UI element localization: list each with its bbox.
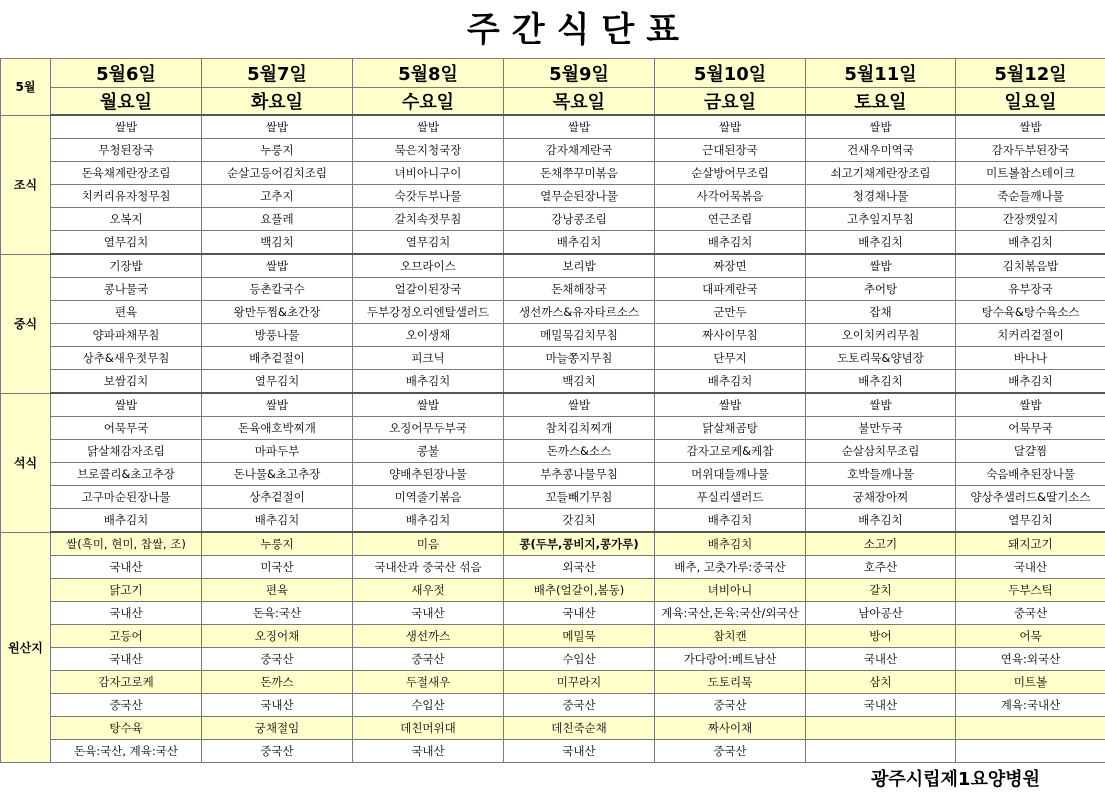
- origin-item: 쌀(흑미, 현미, 찹쌀, 조): [51, 532, 202, 556]
- menu-item: 배추겉절이: [202, 347, 353, 370]
- menu-item: 단무지: [655, 347, 806, 370]
- origin-label: 원산지: [1, 532, 51, 763]
- menu-row: [1, 278, 1105, 301]
- menu-item: 상추&새우젓무침: [51, 347, 202, 370]
- menu-item: 돈육애호박찌개: [202, 417, 353, 440]
- origin-item: 국내산: [51, 556, 202, 579]
- menu-item: 쌀밥: [504, 393, 655, 417]
- origin-item: 배추김치: [655, 532, 806, 556]
- origin-row: [1, 717, 1105, 740]
- menu-item: 갈치속젓무침: [353, 208, 504, 231]
- origin-item: 메밀묵: [504, 625, 655, 648]
- menu-item: 달걀찜: [956, 440, 1105, 463]
- menu-item: 쌀밥: [51, 115, 202, 139]
- menu-item: 어묵무국: [956, 417, 1105, 440]
- origin-item: 고등어: [51, 625, 202, 648]
- menu-item: 돈채쭈꾸미볶음: [504, 162, 655, 185]
- origin-item: 갈치: [806, 579, 956, 602]
- menu-item: 참치김치찌개: [504, 417, 655, 440]
- menu-item: 쌀밥: [504, 115, 655, 139]
- date-header: 5월9일: [504, 59, 655, 88]
- menu-item: 브로콜리&초고추장: [51, 463, 202, 486]
- menu-item: 쌀밥: [202, 115, 353, 139]
- origin-item: 중국산: [202, 740, 353, 763]
- menu-item: 콩나물국: [51, 278, 202, 301]
- origin-item: 짜사이채: [655, 717, 806, 740]
- menu-item: 쌀밥: [353, 393, 504, 417]
- sheet-title: 주간식단표: [466, 10, 692, 50]
- origin-item: 중국산: [655, 740, 806, 763]
- origin-item: 중국산: [353, 648, 504, 671]
- origin-item: 국내산: [956, 556, 1105, 579]
- origin-item: [956, 740, 1105, 763]
- menu-item: 감자채계란국: [504, 139, 655, 162]
- menu-item: 고구마순된장나물: [51, 486, 202, 509]
- menu-row: [1, 393, 1105, 417]
- origin-row: [1, 648, 1105, 671]
- menu-item: 콩불: [353, 440, 504, 463]
- origin-item: 돈육:국산: [202, 602, 353, 625]
- menu-row: [1, 509, 1105, 533]
- menu-item: 치커리유자청무침: [51, 185, 202, 208]
- menu-item: 쌀밥: [202, 254, 353, 278]
- menu-row: [1, 440, 1105, 463]
- menu-item: 쌀밥: [353, 115, 504, 139]
- menu-item: 대파계란국: [655, 278, 806, 301]
- menu-item: 배추김치: [51, 509, 202, 533]
- menu-item: 열무김치: [202, 370, 353, 394]
- origin-item: 새우젓: [353, 579, 504, 602]
- menu-item: 배추김치: [655, 509, 806, 533]
- origin-row: [1, 694, 1105, 717]
- menu-row: [1, 115, 1105, 139]
- hospital-name: 광주시립제1요양병원: [870, 769, 1040, 790]
- meal-label: 조식: [1, 115, 51, 254]
- menu-item: 유부장국: [956, 278, 1105, 301]
- menu-item: 닭살채감자조림: [51, 440, 202, 463]
- menu-item: 근대된장국: [655, 139, 806, 162]
- menu-item: 편육: [51, 301, 202, 324]
- weekday-header: 월요일: [51, 88, 202, 116]
- origin-item: 오징어채: [202, 625, 353, 648]
- origin-item: 누룽지: [202, 532, 353, 556]
- origin-item: 삼치: [806, 671, 956, 694]
- menu-item: 배추김치: [655, 370, 806, 394]
- origin-item: 국내산: [202, 694, 353, 717]
- origin-item: 국내산: [504, 740, 655, 763]
- origin-row: [1, 625, 1105, 648]
- origin-row: [1, 671, 1105, 694]
- menu-item: 숙갓두부나물: [353, 185, 504, 208]
- menu-item: 등촌칼국수: [202, 278, 353, 301]
- menu-row: [1, 347, 1105, 370]
- menu-item: 오징어무두부국: [353, 417, 504, 440]
- origin-item: 녀비아니: [655, 579, 806, 602]
- date-header: 5월12일: [956, 59, 1105, 88]
- menu-item: 상추겉절이: [202, 486, 353, 509]
- menu-row: [1, 417, 1105, 440]
- menu-item: 순살방어무조림: [655, 162, 806, 185]
- origin-item: 국내산: [504, 602, 655, 625]
- menu-item: 오이생채: [353, 324, 504, 347]
- origin-item: 외국산: [504, 556, 655, 579]
- origin-item: 가다랑어:베트남산: [655, 648, 806, 671]
- menu-item: 열무김치: [353, 231, 504, 255]
- origin-item: 국내산: [353, 740, 504, 763]
- origin-item: 미꾸라지: [504, 671, 655, 694]
- menu-row: [1, 463, 1105, 486]
- date-header: 5월8일: [353, 59, 504, 88]
- menu-item: 치커리겉절이: [956, 324, 1105, 347]
- date-header: 5월6일: [51, 59, 202, 88]
- menu-row: [1, 301, 1105, 324]
- menu-item: 묵은지청국장: [353, 139, 504, 162]
- weekday-header: 목요일: [504, 88, 655, 116]
- menu-item: 닭살채곰탕: [655, 417, 806, 440]
- menu-item: 배추김치: [956, 231, 1105, 255]
- weekday-header: 수요일: [353, 88, 504, 116]
- menu-item: 쌀밥: [655, 115, 806, 139]
- menu-row: [1, 139, 1105, 162]
- menu-item: 바나나: [956, 347, 1105, 370]
- menu-item: 강낭콩조림: [504, 208, 655, 231]
- weekday-header: 일요일: [956, 88, 1105, 116]
- menu-item: 궁채장아찌: [806, 486, 956, 509]
- menu-item: 돈육채계란장조림: [51, 162, 202, 185]
- origin-item: 탕수육: [51, 717, 202, 740]
- menu-item: 방풍나물: [202, 324, 353, 347]
- menu-item: 청경채나물: [806, 185, 956, 208]
- menu-item: 배추김치: [655, 231, 806, 255]
- menu-item: 갓김치: [504, 509, 655, 533]
- weekday-header: 화요일: [202, 88, 353, 116]
- menu-item: 잡채: [806, 301, 956, 324]
- menu-item: 오복지: [51, 208, 202, 231]
- menu-item: 부추콩나물무침: [504, 463, 655, 486]
- origin-item: 수입산: [353, 694, 504, 717]
- menu-row: [1, 208, 1105, 231]
- menu-item: 배추김치: [353, 509, 504, 533]
- menu-item: 추어탕: [806, 278, 956, 301]
- menu-item: 순살고등어김치조림: [202, 162, 353, 185]
- menu-item: 건새우미역국: [806, 139, 956, 162]
- menu-item: 보쌈김치: [51, 370, 202, 394]
- menu-item: 쌀밥: [956, 115, 1105, 139]
- origin-item: 국내산: [51, 602, 202, 625]
- origin-item: 두부스틱: [956, 579, 1105, 602]
- menu-item: 배추김치: [504, 231, 655, 255]
- menu-item: 열무김치: [51, 231, 202, 255]
- menu-item: 기장밥: [51, 254, 202, 278]
- origin-item: 국내산과 중국산 섞음: [353, 556, 504, 579]
- origin-item: [806, 740, 956, 763]
- menu-item: 김치볶음밥: [956, 254, 1105, 278]
- origin-item: 돈까스: [202, 671, 353, 694]
- origin-item: 호주산: [806, 556, 956, 579]
- menu-item: 쌀밥: [655, 393, 806, 417]
- menu-item: 호박들깨나물: [806, 463, 956, 486]
- menu-item: 머위대들깨나물: [655, 463, 806, 486]
- origin-item: 중국산: [202, 648, 353, 671]
- menu-item: 열무김치: [956, 509, 1105, 533]
- menu-row: [1, 254, 1105, 278]
- menu-item: 간장깻잎지: [956, 208, 1105, 231]
- menu-item: 쌀밥: [806, 254, 956, 278]
- menu-item: 사각어묵볶음: [655, 185, 806, 208]
- menu-item: 배추김치: [806, 231, 956, 255]
- menu-item: 요플레: [202, 208, 353, 231]
- origin-item: 국내산: [806, 694, 956, 717]
- menu-item: 죽순들깨나물: [956, 185, 1105, 208]
- origin-item: 방어: [806, 625, 956, 648]
- menu-item: 연근조림: [655, 208, 806, 231]
- menu-item: 미역줄기볶음: [353, 486, 504, 509]
- menu-item: 쌀밥: [806, 115, 956, 139]
- origin-row: [1, 556, 1105, 579]
- origin-item: 어묵: [956, 625, 1105, 648]
- origin-item: 미국산: [202, 556, 353, 579]
- menu-item: 미트볼참스테이크: [956, 162, 1105, 185]
- origin-item: 감자고로케: [51, 671, 202, 694]
- origin-item: 미음: [353, 532, 504, 556]
- origin-row: [1, 602, 1105, 625]
- menu-row: [1, 370, 1105, 394]
- origin-row: [1, 740, 1105, 763]
- menu-item: 고추지: [202, 185, 353, 208]
- weekday-header: 토요일: [806, 88, 956, 116]
- menu-item: 군만두: [655, 301, 806, 324]
- menu-item: 감자고로케&케찹: [655, 440, 806, 463]
- origin-item: [806, 717, 956, 740]
- origin-item: 수입산: [504, 648, 655, 671]
- origin-row: [1, 532, 1105, 556]
- menu-row: [1, 486, 1105, 509]
- menu-item: 양상추샐러드&딸기소스: [956, 486, 1105, 509]
- origin-item: 편육: [202, 579, 353, 602]
- menu-row: [1, 162, 1105, 185]
- origin-item: 국내산: [51, 648, 202, 671]
- menu-item: 오이치커리무침: [806, 324, 956, 347]
- menu-item: 고추잎지무침: [806, 208, 956, 231]
- menu-item: 어묵무국: [51, 417, 202, 440]
- menu-item: 꼬들빼기무침: [504, 486, 655, 509]
- origin-item: 미트볼: [956, 671, 1105, 694]
- menu-item: 돈나물&초고추장: [202, 463, 353, 486]
- menu-item: 백김치: [504, 370, 655, 394]
- weekly-menu-table: [0, 58, 1105, 763]
- menu-item: 탕수육&탕수육소스: [956, 301, 1105, 324]
- origin-item: 참치캔: [655, 625, 806, 648]
- menu-item: 메밀묵김치무침: [504, 324, 655, 347]
- menu-row: [1, 231, 1105, 255]
- origin-row: [1, 579, 1105, 602]
- origin-item: 중국산: [504, 694, 655, 717]
- date-header: 5월10일: [655, 59, 806, 88]
- meal-label: 중식: [1, 254, 51, 393]
- menu-item: 배추김치: [202, 509, 353, 533]
- origin-item: 닭고기: [51, 579, 202, 602]
- menu-item: 무청된장국: [51, 139, 202, 162]
- origin-item: 생선까스: [353, 625, 504, 648]
- menu-item: 짜사이무침: [655, 324, 806, 347]
- menu-item: 쌀밥: [202, 393, 353, 417]
- origin-item: 돼지고기: [956, 532, 1105, 556]
- menu-row: [1, 185, 1105, 208]
- menu-item: 불만두국: [806, 417, 956, 440]
- menu-item: 피크닉: [353, 347, 504, 370]
- origin-item: 남아공산: [806, 602, 956, 625]
- origin-item: 국내산: [353, 602, 504, 625]
- menu-item: 배추김치: [956, 370, 1105, 394]
- origin-item: [956, 717, 1105, 740]
- origin-item: 소고기: [806, 532, 956, 556]
- month-label: 5월: [1, 59, 51, 116]
- menu-item: 생선까스&유자타르소스: [504, 301, 655, 324]
- menu-item: 열무순된장나물: [504, 185, 655, 208]
- origin-item: 국내산: [806, 648, 956, 671]
- menu-item: 돈채해장국: [504, 278, 655, 301]
- date-header: 5월11일: [806, 59, 956, 88]
- origin-item: 연육:외국산: [956, 648, 1105, 671]
- origin-item: 도토리묵: [655, 671, 806, 694]
- menu-item: 양파파채무침: [51, 324, 202, 347]
- menu-item: 쌀밥: [956, 393, 1105, 417]
- origin-item: 데친죽순채: [504, 717, 655, 740]
- menu-item: 얼갈이된장국: [353, 278, 504, 301]
- menu-item: 돈까스&소스: [504, 440, 655, 463]
- weekday-header: 금요일: [655, 88, 806, 116]
- origin-item: 중국산: [655, 694, 806, 717]
- origin-item: 중국산: [956, 602, 1105, 625]
- menu-item: 푸실리샐러드: [655, 486, 806, 509]
- menu-item: 쇠고기채계란장조림: [806, 162, 956, 185]
- menu-item: 백김치: [202, 231, 353, 255]
- menu-item: 오므라이스: [353, 254, 504, 278]
- menu-row: [1, 324, 1105, 347]
- origin-item: 계육:국산,돈육:국산/외국산: [655, 602, 806, 625]
- origin-item: 중국산: [51, 694, 202, 717]
- menu-item: 배추김치: [353, 370, 504, 394]
- menu-item: 배추김치: [806, 370, 956, 394]
- menu-item: 누룽지: [202, 139, 353, 162]
- meal-label: 석식: [1, 393, 51, 532]
- menu-item: 짜장면: [655, 254, 806, 278]
- menu-item: 두부강정오리엔탈샐러드: [353, 301, 504, 324]
- origin-item: 두절새우: [353, 671, 504, 694]
- menu-item: 양배추된장나물: [353, 463, 504, 486]
- menu-item: 마늘쫑지무침: [504, 347, 655, 370]
- menu-item: 녀비아니구이: [353, 162, 504, 185]
- date-header: 5월7일: [202, 59, 353, 88]
- menu-item: 감자두부된장국: [956, 139, 1105, 162]
- origin-item: 계육:국내산: [956, 694, 1105, 717]
- menu-item: 보리밥: [504, 254, 655, 278]
- origin-item: 궁채절임: [202, 717, 353, 740]
- origin-item: 배추, 고춧가루:중국산: [655, 556, 806, 579]
- menu-item: 왕만두찜&초간장: [202, 301, 353, 324]
- menu-item: 쌀밥: [51, 393, 202, 417]
- menu-item: 순살삼치무조림: [806, 440, 956, 463]
- origin-item: 배추(얼갈이,봄동): [504, 579, 655, 602]
- origin-item: 데친머위대: [353, 717, 504, 740]
- menu-item: 쌀밥: [806, 393, 956, 417]
- origin-item: 돈육:국산, 계육:국산: [51, 740, 202, 763]
- menu-item: 도토리묵&양념장: [806, 347, 956, 370]
- menu-item: 배추김치: [806, 509, 956, 533]
- menu-item: 숙음배추된장나물: [956, 463, 1105, 486]
- origin-item: 콩(두부,콩비지,콩가루): [504, 532, 655, 556]
- menu-item: 마파두부: [202, 440, 353, 463]
